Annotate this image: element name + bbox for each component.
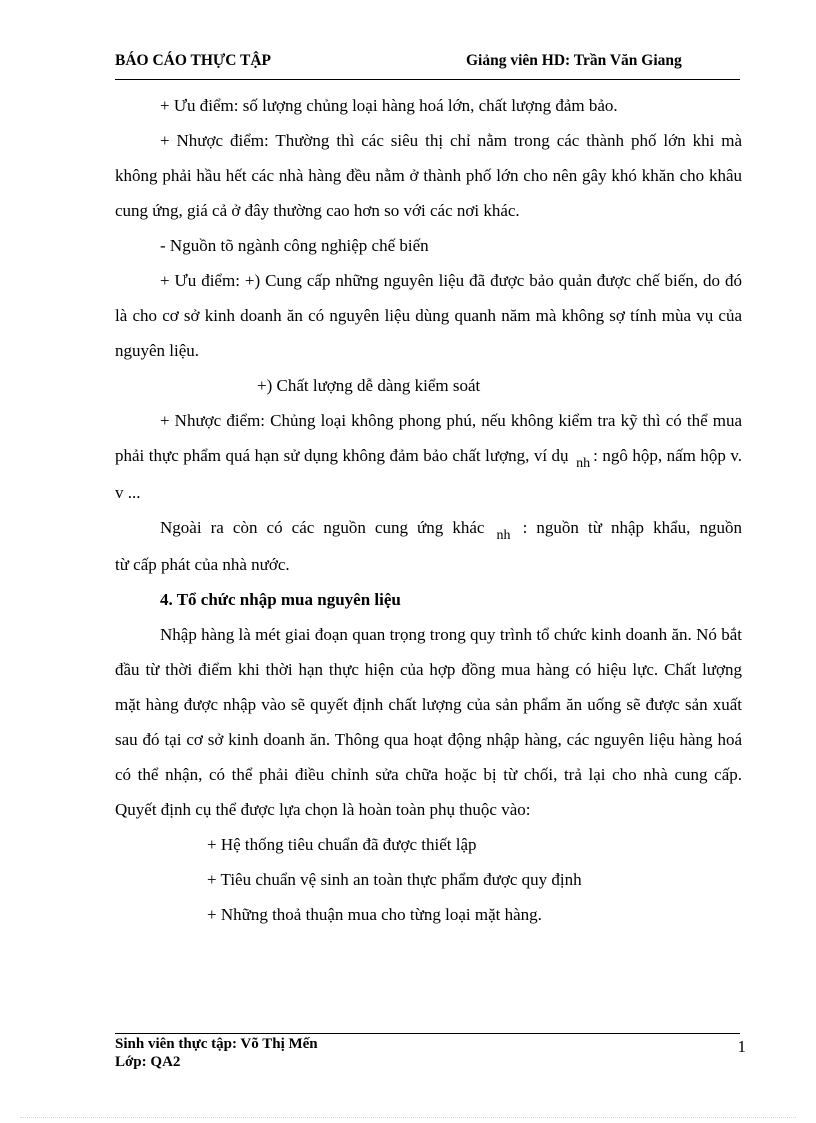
other-sources-text: Ngoài ra còn có các nguồn cung ứng khác bbox=[160, 518, 485, 537]
footer-divider bbox=[115, 1033, 740, 1034]
abbreviation-nh: nh bbox=[576, 456, 591, 471]
paragraph-other-sources-cont: từ cấp phát của nhà nước. bbox=[115, 555, 290, 574]
student-name: Sinh viên thực tập: Võ Thị Mến bbox=[115, 1036, 318, 1052]
list-item: + Tiêu chuẩn vệ sinh an toàn thực phẩm được quy định bbox=[207, 870, 582, 889]
list-item: + Những thoả thuận mua cho từng loại mặt hàng. bbox=[207, 905, 542, 924]
supervisor-name: Giảng viên HD: Trần Văn Giang bbox=[466, 52, 682, 69]
paragraph-processing-advantages: + Ưu điểm: +) Cung cấp những nguyên liệu đã được bảo quản được chế biến, do đó là cho cơ sở kinh doanh ăn có nguyên liệu dùng quanh năm mà không sợ tính mùa vụ của nguyên liệu. bbox=[115, 271, 742, 360]
list-item: + Hệ thống tiêu chuẩn đã được thiết lập bbox=[207, 835, 477, 854]
paragraph-processing-disadvantages bbox=[115, 403, 742, 510]
page-header bbox=[115, 52, 740, 74]
paragraph-import-process: Nhập hàng là mét giai đoạn quan trọng trong quy trình tổ chức kinh doanh ăn. Nó bắt đầu từ thời điểm khi thời hạn thực hiện của hợp đồng mua hàng có hiệu lực. Chất lượng mặt hàng được nhập vào sẽ quyết định chất lượng của sản phẩm ăn uống sẽ được sản xuất sau đó tại cơ sở kinh doanh ăn. Thông qua hoạt động nhập hàng, các nguyên liệu hàng hoá có thể nhận, có thể phải điều chỉnh sửa chữa hoặc bị từ chối, trả lại cho nhà cung cấp. Quyết định cụ thể được lựa chọn là hoàn toàn phụ thuộc vào: bbox=[115, 625, 742, 819]
paragraph-other-sources bbox=[115, 510, 742, 547]
other-sources-list: : nguồn từ nhập khẩu, nguồn bbox=[522, 518, 742, 537]
paragraph-disadvantages: + Nhược điểm: Thường thì các siêu thị chỉ nằm trong các thành phố lớn khi mà không phải hầu hết các nhà hàng đều nằm ở thành phố lớn cho nên gây khó khăn cho khâu cung ứng, giá cả ở đây thường cao hơn so với các nơi khác. bbox=[115, 131, 742, 220]
document-body bbox=[115, 88, 742, 932]
abbreviation-nh-2: nh bbox=[496, 528, 511, 543]
page-footer bbox=[115, 1035, 746, 1071]
processing-examples: ngô hộp, nấm hộp v. v ... bbox=[115, 446, 743, 502]
paragraph-advantages: + Ưu điểm: số lượng chủng loại hàng hoá lớn, chất lượng đảm bảo. bbox=[160, 96, 618, 115]
header-divider bbox=[115, 79, 740, 80]
page-number: 1 bbox=[737, 1037, 746, 1056]
class-name: Lớp: QA2 bbox=[115, 1054, 181, 1070]
section-heading: 4. Tổ chức nhập mua nguyên liệu bbox=[160, 590, 401, 609]
paragraph-source-processing: - Nguồn tõ ngành công nghiệp chế biến bbox=[160, 236, 429, 255]
report-title: BÁO CÁO THỰC TẬP bbox=[115, 52, 272, 69]
paragraph-quality-control: +) Chất lượng dễ dàng kiểm soát bbox=[257, 376, 481, 395]
colon-mark: : bbox=[593, 446, 598, 465]
processing-disadvantages-text: + Nhược điểm: Chủng loại không phong phú, nếu không kiểm tra kỹ thì có thể mua phải thực phẩm quá hạn sử dụng không đảm bảo chất lượng, ví dụ bbox=[115, 411, 742, 465]
page-bottom-edge bbox=[20, 1117, 796, 1118]
